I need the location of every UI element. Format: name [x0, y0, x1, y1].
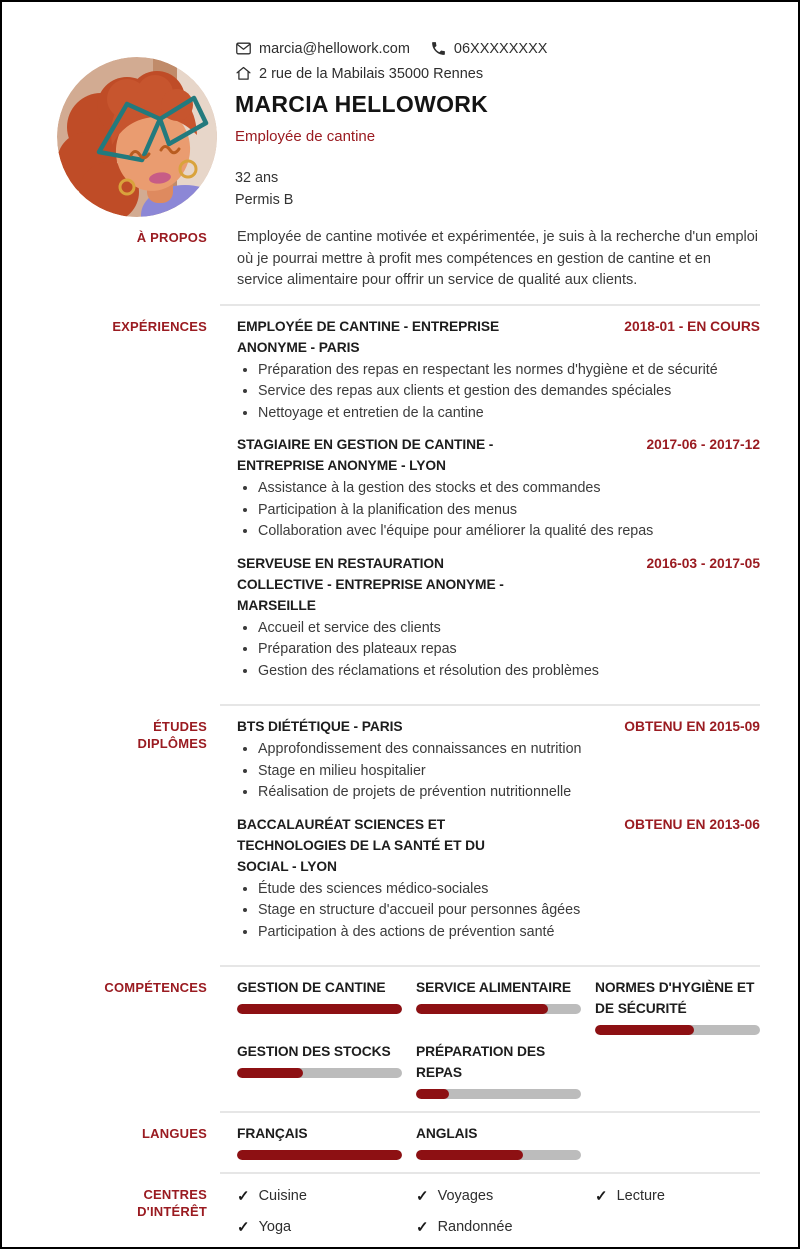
experience-entry	[237, 553, 760, 683]
interest-item	[237, 1218, 402, 1236]
skill-level-fill	[416, 1004, 548, 1014]
entry-period: 2016-03 - 2017-05	[646, 555, 760, 571]
skill-level-fill	[237, 1068, 303, 1078]
interests-grid	[237, 1184, 760, 1236]
entry-bullet: • Collaboration avec l'équipe pour améliorer la qualité des repas	[258, 521, 760, 543]
contact-email	[235, 40, 410, 57]
skill-item	[237, 1041, 402, 1099]
entry-title: BTS DIÉTÉTIQUE - PARIS	[237, 719, 403, 734]
driving-license-text: Permis B	[235, 192, 294, 208]
skill-name: PRÉPARATION DES REPAS	[416, 1044, 546, 1080]
experience-entry	[237, 316, 760, 425]
section-label-skills: COMPÉTENCES	[104, 980, 207, 995]
section-label-education: ÉTUDES DIPLÔMES	[137, 719, 207, 751]
phone-icon	[430, 40, 447, 57]
entry-period: 2017-06 - 2017-12	[646, 437, 760, 452]
entry-title: STAGIAIRE EN GESTION DE CANTINE - ENTREPRISE ANONYME - LYON	[237, 437, 494, 473]
skill-level-bar	[416, 1150, 581, 1160]
contact-row-2	[235, 65, 760, 82]
section-divider	[220, 965, 760, 967]
section-divider	[220, 304, 760, 306]
entry-period: OBTENU EN 2015-09	[624, 719, 760, 734]
profile-photo	[57, 57, 217, 217]
skill-name: GESTION DES STOCKS	[237, 1044, 391, 1059]
experience-entry	[237, 434, 760, 543]
section-skills	[2, 977, 760, 1099]
contact-address	[235, 65, 483, 82]
interest-label: Randonnée	[437, 1219, 513, 1235]
skill-name: NORMES D'HYGIÈNE ET DE SÉCURITÉ	[595, 980, 755, 1016]
entry-bullet: • Gestion des réclamations et résolution des problèmes	[258, 661, 760, 683]
age-text: 32 ans	[235, 170, 279, 186]
entry-bullet-list	[237, 618, 760, 683]
section-label-interests: CENTRES D'INTÉRÊT	[137, 1187, 207, 1219]
section-experience	[2, 316, 760, 693]
skill-level-fill	[416, 1089, 449, 1099]
skill-level-bar	[595, 1025, 760, 1035]
skill-level-fill	[237, 1004, 402, 1014]
entry-bullet: • Stage en milieu hospitalier	[258, 761, 760, 783]
interest-label: Yoga	[258, 1219, 292, 1235]
skill-name: GESTION DE CANTINE	[237, 980, 386, 995]
skills-grid	[237, 977, 760, 1099]
education-entry	[237, 716, 760, 804]
skill-name: ANGLAIS	[416, 1126, 478, 1141]
check-icon: ✓	[237, 1188, 250, 1205]
entry-bullet: • Accueil et service des clients	[258, 618, 760, 640]
entry-bullet: • Assistance à la gestion des stocks et des commandes	[258, 478, 760, 500]
entry-bullet-list	[237, 478, 760, 543]
experience-list	[237, 316, 760, 693]
job-title: Employée de cantine	[235, 128, 376, 145]
interest-label: Voyages	[437, 1188, 494, 1204]
entry-bullet-list	[237, 879, 760, 944]
interest-item	[237, 1187, 402, 1205]
envelope-icon	[235, 40, 252, 57]
language-item	[237, 1123, 402, 1160]
entry-bullet: • Service des repas aux clients et gestion des demandes spéciales	[258, 381, 760, 403]
skill-level-bar	[237, 1150, 402, 1160]
check-icon: ✓	[416, 1188, 429, 1205]
skill-level-fill	[237, 1150, 402, 1160]
email-text: marcia@hellowork.com	[259, 40, 410, 57]
entry-head	[237, 814, 760, 877]
section-interests	[2, 1184, 760, 1236]
entry-bullet-list	[237, 739, 760, 804]
entry-head	[237, 434, 760, 476]
entry-bullet: • Participation à la planification des menus	[258, 500, 760, 522]
address-text: 2 rue de la Mabilais 35000 Rennes	[259, 65, 484, 82]
language-item	[416, 1123, 581, 1160]
entry-bullet: • Stage en structure d'accueil pour personnes âgées	[258, 900, 760, 922]
entry-period: OBTENU EN 2013-06	[624, 816, 760, 832]
entry-head	[237, 716, 760, 737]
check-icon: ✓	[237, 1219, 250, 1236]
candidate-name: MARCIA HELLOWORK	[235, 91, 489, 117]
skill-level-bar	[416, 1089, 581, 1099]
section-divider	[220, 1172, 760, 1174]
entry-bullet-list	[237, 360, 760, 425]
skill-item	[416, 1041, 581, 1099]
interest-item	[416, 1187, 581, 1205]
section-label-languages: LANGUES	[142, 1126, 207, 1141]
home-icon	[235, 65, 252, 82]
about-text: Employée de cantine motivée et expérimentée, je suis à la recherche d'un emploi où je pourrai mettre à profit mes compétences en gestion de cantine et en service alimentaire pour offrir un service de qualité aux clients.	[237, 229, 759, 288]
entry-bullet: • Étude des sciences médico-sociales	[258, 879, 760, 901]
entry-bullet: • Préparation des plateaux repas	[258, 639, 760, 661]
skill-item	[237, 977, 402, 1035]
entry-title: BACCALAURÉAT SCIENCES ET TECHNOLOGIES DE LA SANTÉ ET DU SOCIAL - LYON	[237, 816, 485, 874]
personal-info	[235, 167, 760, 211]
contact-phone	[430, 40, 548, 57]
entry-title: SERVEUSE EN RESTAURATION COLLECTIVE - ENTREPRISE ANONYME - MARSEILLE	[237, 555, 504, 613]
languages-grid	[237, 1123, 760, 1160]
skill-item	[595, 977, 760, 1035]
entry-title: EMPLOYÉE DE CANTINE - ENTREPRISE ANONYME - PARIS	[237, 318, 500, 355]
section-about	[2, 227, 760, 292]
skill-level-bar	[237, 1068, 402, 1078]
section-label-experience: EXPÉRIENCES	[112, 318, 207, 334]
entry-head	[237, 553, 760, 616]
section-education	[2, 716, 760, 953]
interest-label: Cuisine	[258, 1188, 307, 1204]
section-label-about: À PROPOS	[136, 230, 207, 245]
check-icon: ✓	[416, 1219, 429, 1236]
skill-item	[416, 977, 581, 1035]
check-icon: ✓	[595, 1188, 608, 1205]
education-list	[237, 716, 760, 953]
contact-row-1	[235, 40, 760, 57]
entry-bullet: • Participation à des actions de prévention santé	[258, 922, 760, 944]
skill-level-fill	[595, 1025, 694, 1035]
entry-head	[237, 316, 760, 358]
entry-period: 2018-01 - EN COURS	[624, 318, 760, 334]
interest-label: Lecture	[616, 1188, 665, 1204]
skill-level-fill	[416, 1150, 523, 1160]
education-entry	[237, 814, 760, 944]
skill-level-bar	[416, 1004, 581, 1014]
interest-item	[595, 1187, 760, 1205]
section-divider	[220, 704, 760, 706]
entry-bullet: • Réalisation de projets de prévention nutritionnelle	[258, 782, 760, 804]
section-divider	[220, 1111, 760, 1113]
section-languages	[2, 1123, 760, 1160]
interest-item	[416, 1218, 581, 1236]
entry-bullet: • Préparation des repas en respectant les normes d'hygiène et de sécurité	[258, 360, 760, 382]
phone-text: 06XXXXXXXX	[453, 40, 548, 57]
skill-name: FRANÇAIS	[237, 1126, 308, 1141]
skill-level-bar	[237, 1004, 402, 1014]
skill-name: SERVICE ALIMENTAIRE	[416, 980, 571, 995]
avatar-illustration	[57, 57, 217, 217]
entry-bullet: • Nettoyage et entretien de la cantine	[258, 403, 760, 425]
entry-bullet: • Approfondissement des connaissances en nutrition	[258, 739, 760, 761]
